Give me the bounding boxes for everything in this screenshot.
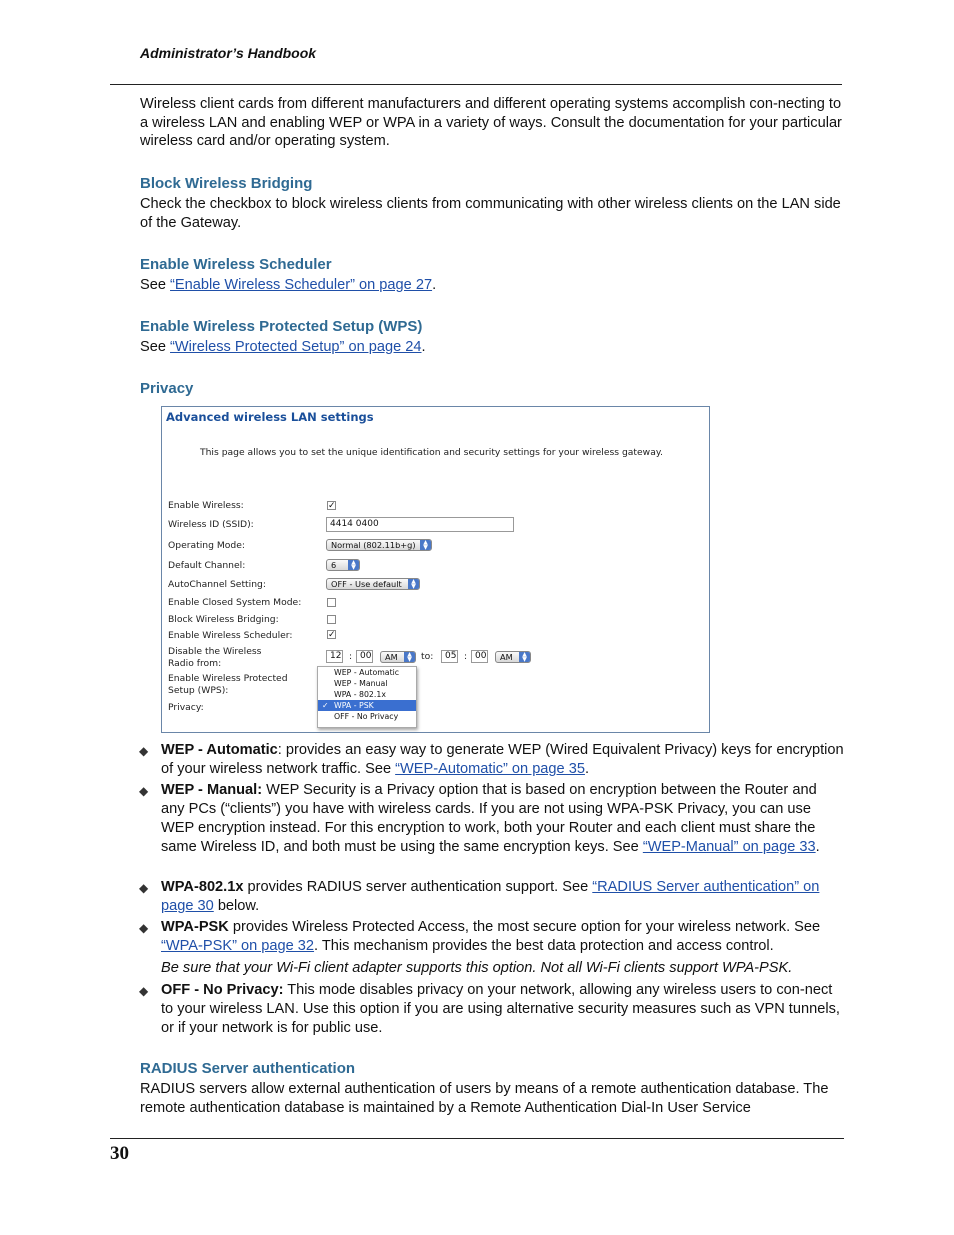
privacy-option-selected[interactable]: ✓ WPA - PSK [318, 700, 416, 711]
label-autochannel: AutoChannel Setting: [168, 579, 266, 590]
stepper-arrows-icon: ▲ ▼ [519, 652, 530, 662]
label-scheduler: Enable Wireless Scheduler: [168, 630, 293, 641]
from-ampm-select[interactable]: AM ▲ ▼ [380, 651, 416, 663]
label-privacy: Privacy: [168, 702, 204, 713]
autochannel-select[interactable]: OFF - Use default ▲ ▼ [326, 578, 420, 590]
privacy-option[interactable]: OFF - No Privacy [334, 712, 399, 721]
figure-description: This page allows you to set the unique identification and security settings for your wireless gateway. [200, 447, 663, 458]
wps-link[interactable]: “Wireless Protected Setup” on page 24 [170, 339, 422, 355]
bridging-checkbox[interactable] [327, 615, 336, 624]
label-mode: Operating Mode: [168, 540, 245, 551]
wpa-psk-note: Be sure that your Wi-Fi client adapter supports this option. Not all Wi-Fi clients support WPA-PSK. [161, 960, 793, 976]
privacy-option[interactable]: WEP - Manual [334, 679, 388, 688]
diamond-icon: ◆ [139, 744, 149, 758]
label-channel: Default Channel: [168, 560, 246, 571]
checkmark-icon: ✓ [322, 701, 329, 710]
diamond-icon: ◆ [139, 784, 149, 798]
page-number: 30 [110, 1143, 129, 1164]
stepper-arrows-icon: ▲ ▼ [420, 540, 431, 550]
diamond-icon: ◆ [139, 921, 149, 935]
heading-block-bridging: Block Wireless Bridging [140, 175, 313, 192]
running-header: Administrator’s Handbook [140, 45, 317, 61]
wep-automatic-link[interactable]: “WEP-Automatic” on page 35 [395, 761, 585, 777]
bullet-wep-manual: ◆ WEP - Manual: WEP Security is a Privacy option that is based on encryption between the Router and any PCs (“clients”) you have with wireless cards. If you are not using WPA-PSK Privacy, you can use WEP encryption instead. For this encryption to work, both your Router and each client must share the same Wireless ID, and both must be using the same encryption keys. See “WEP-Manual” on page 33. [139, 782, 820, 855]
bullet-off-no-privacy: ◆ OFF - No Privacy: This mode disables privacy on your network, allowing any wireless users to con-nect to your wireless LAN. Use this option if you are using alternative security measures such as VPN tunnels, or if your network is for public use. [139, 982, 840, 1036]
diamond-icon: ◆ [139, 984, 149, 998]
to-label: to: [421, 651, 434, 662]
from-hour-input[interactable]: 12 [326, 650, 343, 663]
to-minute-input[interactable]: 00 [471, 650, 488, 663]
privacy-option[interactable]: WEP - Automatic [334, 668, 400, 677]
heading-privacy: Privacy [140, 380, 194, 397]
scheduler-paragraph: See “Enable Wireless Scheduler” on page 27. [140, 277, 437, 293]
time-colon: : [349, 651, 353, 662]
wep-manual-link[interactable]: “WEP-Manual” on page 33 [642, 839, 816, 855]
stepper-arrows-icon: ▲ ▼ [404, 652, 415, 662]
wps-paragraph: See “Wireless Protected Setup” on page 24. [140, 339, 426, 355]
heading-wps: Enable Wireless Protected Setup (WPS) [140, 318, 423, 335]
radius-link[interactable]: “RADIUS Server authentication” on page 30 [161, 879, 820, 914]
scheduler-checkbox[interactable]: ✓ [328, 630, 336, 640]
privacy-option[interactable]: WPA - 802.1x [334, 690, 386, 699]
heading-radius: RADIUS Server authentication [140, 1060, 356, 1077]
enable-wireless-checkbox[interactable]: ✓ [328, 501, 336, 511]
label-ssid: Wireless ID (SSID): [168, 519, 254, 530]
figure-title: Advanced wireless LAN settings [166, 410, 374, 424]
wpa-psk-link[interactable]: “WPA-PSK” on page 32 [161, 938, 315, 954]
label-wps: Enable Wireless Protected Setup (WPS): [168, 673, 288, 696]
ssid-input[interactable]: 4414 0400 [326, 517, 514, 532]
time-colon: : [464, 651, 468, 662]
footer-rule [110, 1138, 844, 1139]
to-ampm-select[interactable]: AM ▲ ▼ [495, 651, 531, 663]
radius-paragraph: RADIUS servers allow external authentication of users by means of a remote authentication database. The remote authentication database is maintained by a Remote Authentication Dial-In User Service [140, 1081, 829, 1116]
diamond-icon: ◆ [139, 881, 149, 895]
closed-system-checkbox[interactable] [327, 598, 336, 607]
label-enable-wireless: Enable Wireless: [168, 500, 244, 511]
heading-scheduler: Enable Wireless Scheduler [140, 256, 332, 273]
bullet-wep-automatic: ◆ WEP - Automatic: provides an easy way to generate WEP (Wired Equivalent Privacy) keys for encryption of your wireless network traffic. See “WEP-Automatic” on page 35. [139, 742, 844, 777]
label-disable-radio: Disable the Wireless Radio from: [168, 646, 262, 669]
label-closed-system: Enable Closed System Mode: [168, 597, 302, 608]
privacy-dropdown-menu[interactable] [317, 666, 417, 728]
stepper-arrows-icon: ▲ ▼ [408, 579, 419, 589]
bullet-wpa-psk: ◆ WPA-PSK provides Wireless Protected Access, the most secure option for your wireless network. See “WPA-PSK” on page 32. This mechanism provides the best data protection and access control. [139, 919, 821, 954]
intro-paragraph: Wireless client cards from different manufacturers and different operating systems accomplish con-necting to a wireless LAN and enabling WEP or WPA in a variety of ways. Consult the documentation for your particular wireless card and/or operating system. [140, 96, 842, 150]
channel-select[interactable]: 6 ▲ ▼ [326, 559, 360, 571]
scheduler-link[interactable]: “Enable Wireless Scheduler” on page 27 [170, 277, 433, 293]
from-minute-input[interactable]: 00 [356, 650, 373, 663]
stepper-arrows-icon: ▲ ▼ [348, 560, 359, 570]
mode-select[interactable]: Normal (802.11b+g) ▲ ▼ [326, 539, 432, 551]
to-hour-input[interactable]: 05 [441, 650, 458, 663]
label-bridging: Block Wireless Bridging: [168, 614, 279, 625]
settings-screenshot [161, 406, 710, 733]
header-rule [110, 84, 842, 85]
bridging-paragraph: Check the checkbox to block wireless clients from communicating with other wireless clients on the LAN side of the Gateway. [140, 196, 841, 231]
bullet-wpa-8021x: ◆ WPA-802.1x provides RADIUS server authentication support. See “RADIUS Server authentication” on page 30 below. [139, 879, 820, 914]
